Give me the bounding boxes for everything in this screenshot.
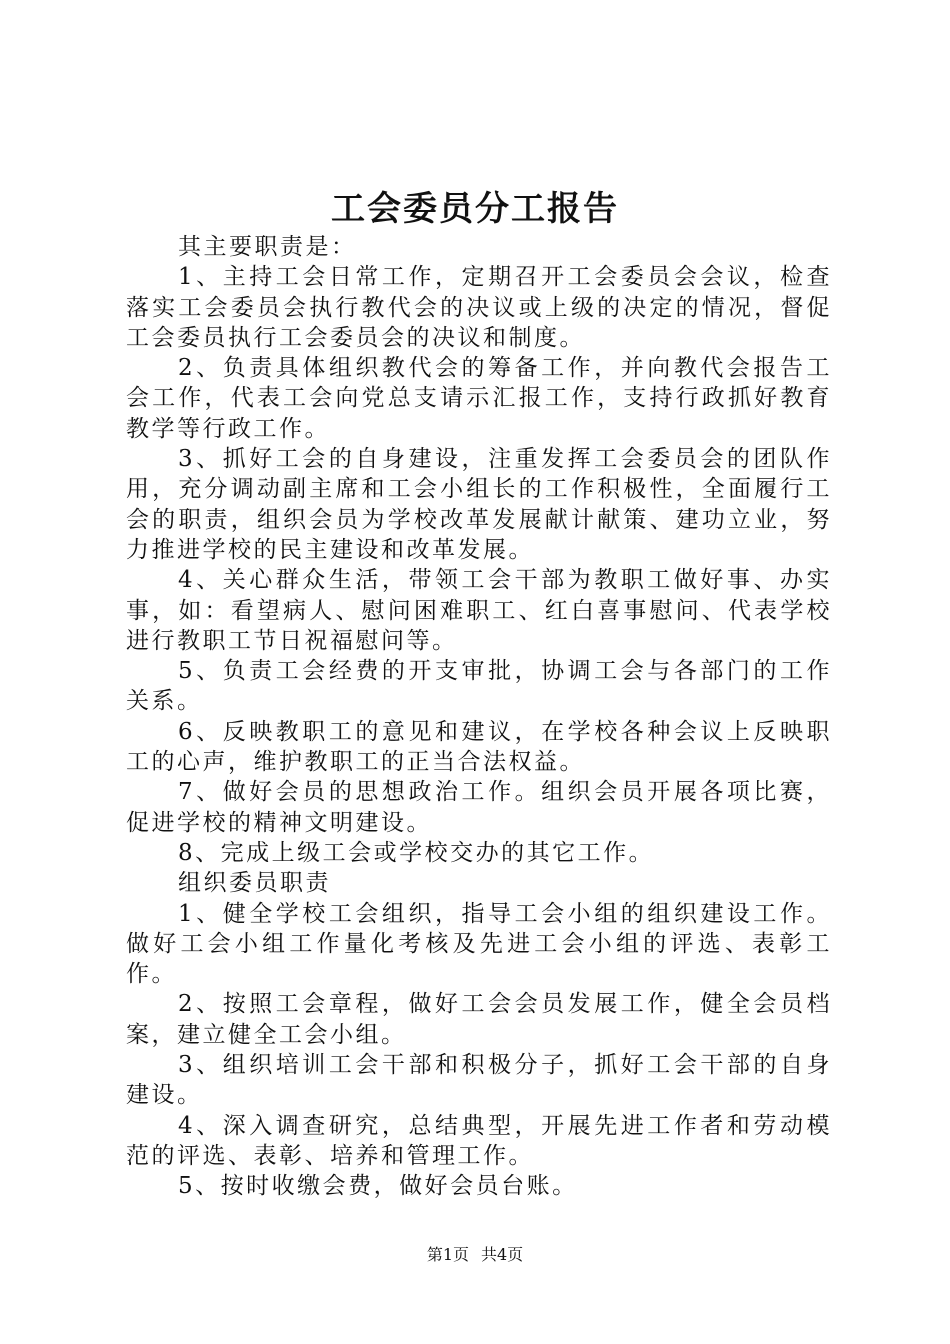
paragraph: 7、做好会员的思想政治工作。组织会员开展各项比赛，促进学校的精神文明建设。 — [126, 779, 832, 836]
paragraph: 6、反映教职工的意见和建议，在学校各种会议上反映职工的心声，维护教职工的正当合法权益。 — [126, 718, 832, 776]
paragraph-intro: 其主要职责是： — [178, 234, 357, 260]
paragraph: 4、关心群众生活，带领工会干部为教职工做好事、办实事，如：看望病人、慰问困难职工、红白喜事慰问、代表学校进行教职工节日祝福慰问等。 — [126, 567, 832, 654]
paragraph: 3、组织培训工会干部和积极分子，抓好工会干部的自身建设。 — [126, 1052, 832, 1109]
paragraph: 5、负责工会经费的开支审批，协调工会与各部门的工作关系。 — [126, 658, 832, 715]
document-title: 工会委员分工报告 — [331, 189, 619, 229]
paragraph: 3、抓好工会的自身建设，注重发挥工会委员会的团队作用，充分调动副主席和工会小组长的工作积极性，全面履行工会的职责，组织会员为学校改革发展献计献策、建功立业，努力推进学校的民主建设和改革发展。 — [126, 446, 832, 563]
section-heading: 组织委员职责 — [178, 870, 331, 897]
page-number-current: 第1页 — [426, 1245, 469, 1264]
paragraph: 5、按时收缴会费，做好会员台账。 — [178, 1173, 578, 1200]
document-body — [126, 232, 832, 1202]
paragraph: 4、深入调查研究，总结典型，开展先进工作者和劳动模范的评选、表彰、培养和管理工作。 — [126, 1112, 832, 1169]
paragraph: 2、负责具体组织教代会的筹备工作，并向教代会报告工会工作，代表工会向党总支请示汇报工作，支持行政抓好教育教学等行政工作。 — [126, 355, 832, 442]
paragraph: 2、按照工会章程，做好工会会员发展工作，健全会员档案，建立健全工会小组。 — [126, 991, 832, 1048]
page-footer — [0, 1244, 950, 1266]
paragraph: 8、完成上级工会或学校交办的其它工作。 — [178, 839, 655, 866]
paragraph: 1、健全学校工会组织，指导工会小组的组织建设工作。做好工会小组工作量化考核及先进工会小组的评选、表彰工作。 — [126, 900, 832, 988]
paragraph: 1、主持工会日常工作，定期召开工会委员会会议，检查落实工会委员会执行教代会的决议或上级的决定的情况，督促工会委员执行工会委员会的决议和制度。 — [126, 264, 832, 351]
page-number-total: 共4页 — [481, 1245, 524, 1264]
